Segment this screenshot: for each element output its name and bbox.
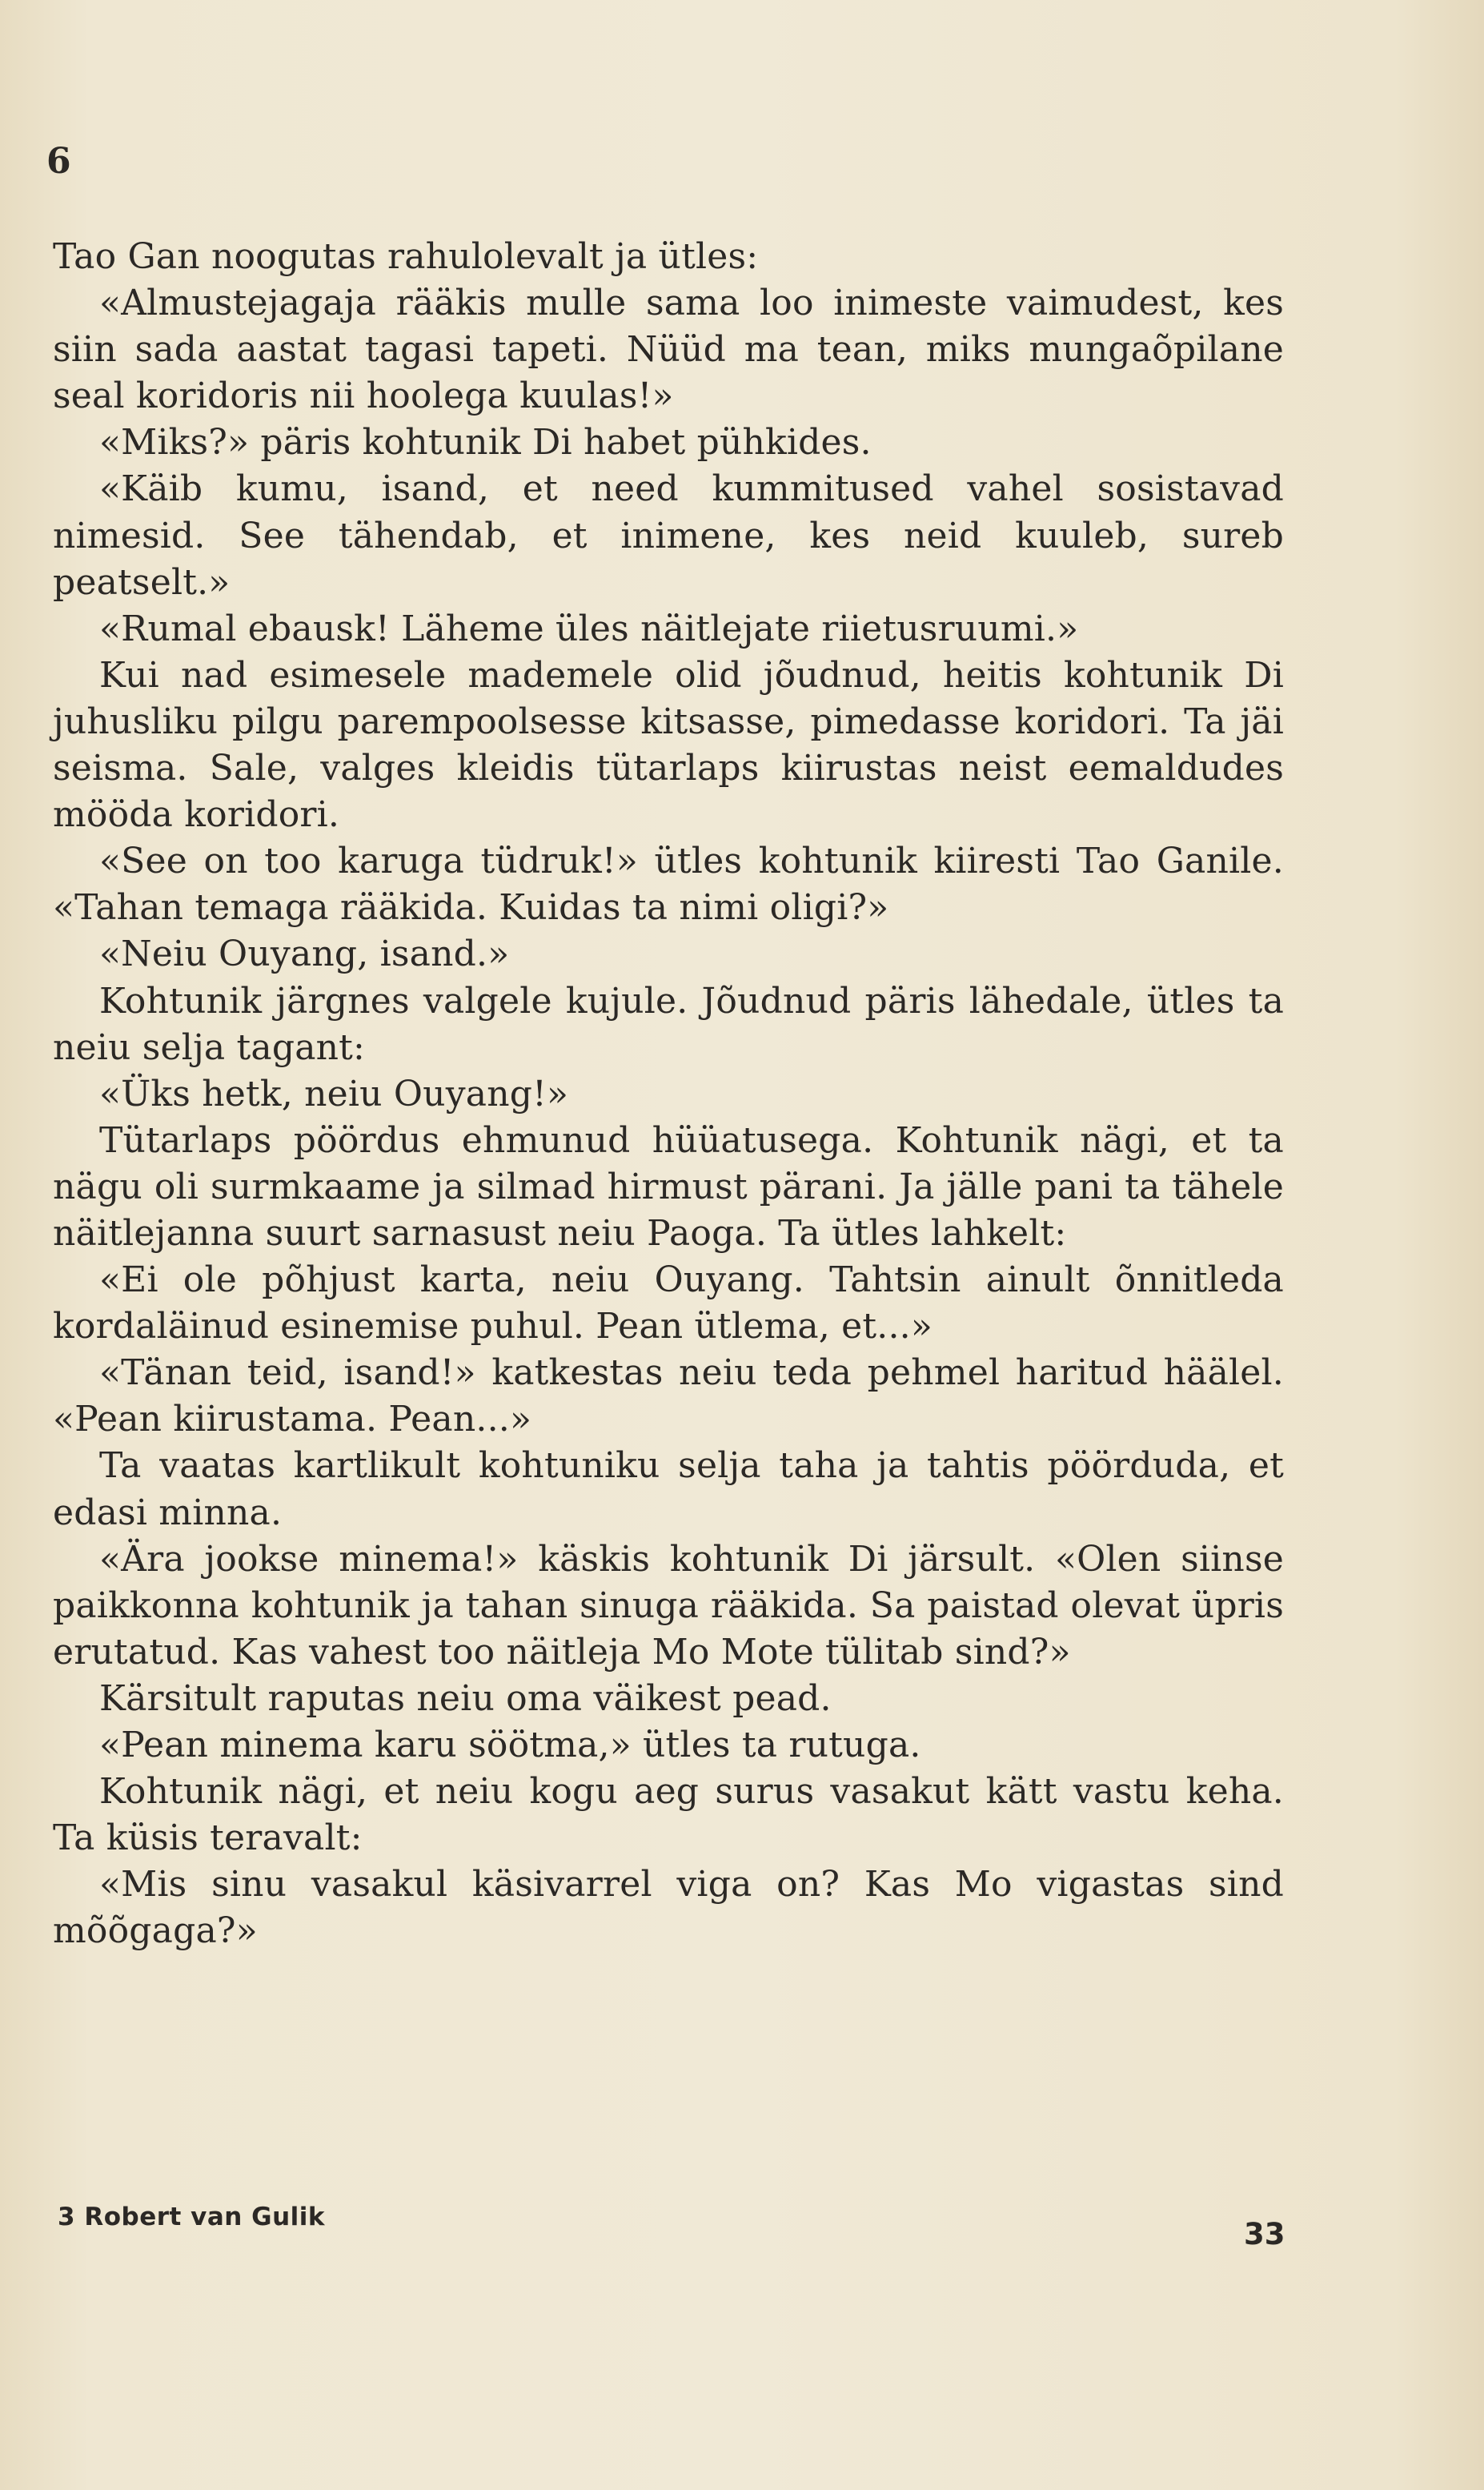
paragraph: «Ei ole põhjust karta, neiu Ouyang. Tahtsin ainult õnnitleda kordaläinud esinemise puhul. Pean ütlema, et...» bbox=[53, 1259, 1284, 1347]
paragraph: Tao Gan noogutas rahulolevalt ja ütles: bbox=[53, 236, 759, 277]
paragraph: Kui nad esimesele mademele olid jõudnud, heitis kohtunik Di juhusliku pilgu parempoolsesse kitsasse, pimedasse koridori. Ta jäi seisma. Sale, valges kleidis tütarlaps kiirustas neist eemaldudes mööda koridori. bbox=[53, 654, 1284, 836]
paragraph: Ta vaatas kartlikult kohtuniku selja taha ja tahtis pöörduda, et edasi minna. bbox=[53, 1445, 1284, 1533]
printer-signature: 3 Robert van Gulik bbox=[58, 2203, 326, 2231]
paragraph: Kärsitult raputas neiu oma väikest pead. bbox=[99, 1677, 832, 1719]
paragraph: «Üks hetk, neiu Ouyang!» bbox=[99, 1073, 569, 1114]
gathering-mark: 6 bbox=[46, 141, 71, 182]
paragraph: Kohtunik nägi, et neiu kogu aeg surus vasakut kätt vastu keha. Ta küsis teravalt: bbox=[53, 1771, 1284, 1859]
paragraph: «Ära jookse minema!» käskis kohtunik Di järsult. «Olen siinse paikkonna kohtunik ja tahan sinuga rääkida. Sa paistad olevat üpris erutatud. Kas vahest too näitleja Mo Mote tülitab sind?» bbox=[53, 1538, 1284, 1673]
paragraph: «Neiu Ouyang, isand.» bbox=[99, 934, 510, 975]
paragraph: Kohtunik järgnes valgele kujule. Jõudnud päris lähedale, ütles ta neiu selja tagant: bbox=[53, 980, 1284, 1068]
paragraph: Tütarlaps pöördus ehmunud hüüatusega. Kohtunik nägi, et ta nägu oli surmkaame ja silmad hirmust pärani. Ja jälle pani ta tähele näitlejanna suurt sarnasust neiu Paoga. Ta ütles lahkelt: bbox=[53, 1119, 1284, 1254]
paragraph: «Rumal ebausk! Läheme üles näitlejate riietusruumi.» bbox=[99, 608, 1079, 649]
paragraph: «Käib kumu, isand, et need kummitused vahel sosistavad nimesid. See tähendab, et inimene, kes neid kuuleb, sureb peatselt.» bbox=[53, 468, 1284, 603]
paragraph: «Miks?» päris kohtunik Di habet pühkides. bbox=[99, 422, 872, 464]
paragraph: «Almustejagaja rääkis mulle sama loo inimeste vaimudest, kes siin sada aastat tagasi tapeti. Nüüd ma tean, miks mungaõpilane seal koridoris nii hoolega kuulas!» bbox=[53, 283, 1284, 417]
paragraph: «Tänan teid, isand!» katkestas neiu teda pehmel haritud häälel. «Pean kiirustama. Pean...» bbox=[53, 1352, 1284, 1440]
body-text bbox=[53, 234, 1284, 1954]
paragraph: «Mis sinu vasakul käsivarrel viga on? Kas Mo vigastas sind mõõgaga?» bbox=[53, 1864, 1284, 1952]
page-number: 33 bbox=[1244, 2217, 1285, 2251]
paragraph: «Pean minema karu söötma,» ütles ta rutuga. bbox=[99, 1725, 921, 1765]
paragraph: «See on too karuga tüdruk!» ütles kohtunik kiiresti Tao Ganile. «Tahan temaga rääkida. Kuidas ta nimi oligi?» bbox=[53, 841, 1284, 929]
